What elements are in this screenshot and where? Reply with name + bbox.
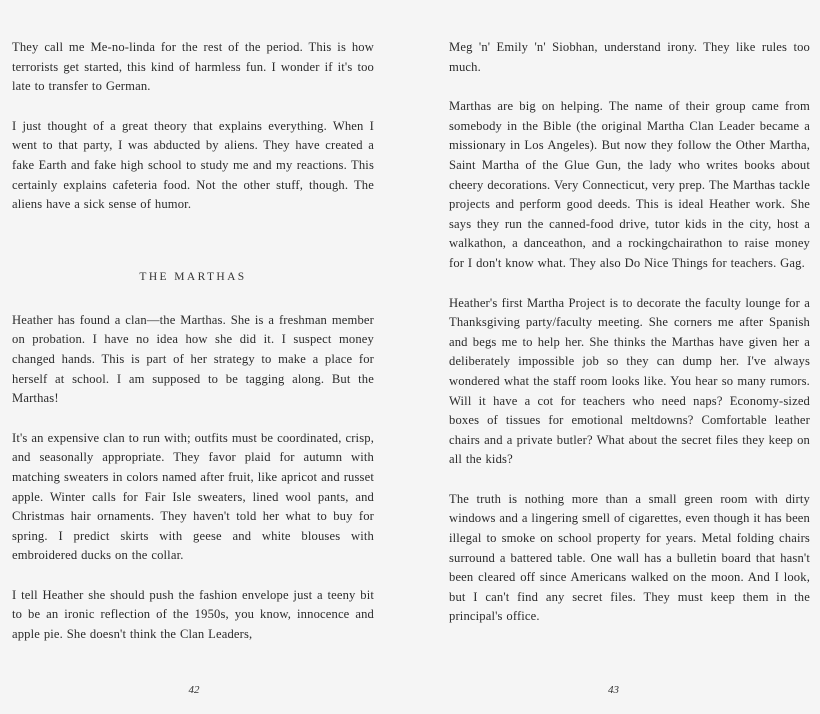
paragraph: The truth is nothing more than a small green room with dirty windows and a lingering smell of cigarettes, even though it has been illegal to smoke on school property for years. Metal folding chairs surround a battered table. One wall has a bulletin board that hasn't been cleared off since Americans walked on the moon. And I look, but I can't find any secret files. They must keep them in the principal's office. (449, 491, 810, 624)
page-number: 43 (608, 684, 619, 696)
paragraph: It's an expensive clan to run with; outfits must be coordinated, crisp, and seasonally appropriate. They favor plaid for autumn with matching sweaters in colors named after fruit, like apricot and russet apple. Winter calls for Fair Isle sweaters, lined wool pants, and Christmas hair ornaments. They haven't told her what to buy for spring. I predict skirts with geese and white blouses with embroidered ducks on the collar. (12, 430, 374, 563)
paragraph: Marthas are big on helping. The name of their group came from somebody in the Bible (the original Martha Clan Leader became a missionary in Los Angeles). But now they follow the Other Martha, Saint Martha of the Glue Gun, the lady who writes books about cheery decorations. Very Connecticut, very prep. The Marthas tackle projects and perform good deeds. This is ideal Heather work. She says they run the canned-food drive, tutor kids in the city, host a walkathon, a danceathon, and a rockingchairathon to raise money for I don't know what. They also Do Nice Things for teachers. Gag. (449, 99, 810, 270)
paragraph: I just thought of a great theory that explains everything. When I went to that party, I was abducted by aliens. They have created a fake Earth and fake high school to study me and my reactions. This certainly explains cafeteria food. Not the other stuff, though. The aliens have a sick sense of humor. (12, 118, 374, 212)
left-page (12, 0, 374, 714)
right-page (449, 0, 810, 714)
section-heading: THE MARTHAS (139, 270, 247, 283)
paragraph: They call me Me-no-linda for the rest of the period. This is how terrorists get started, this kind of harmless fun. I wonder if it's too late to transfer to German. (12, 40, 374, 94)
paragraph: Meg 'n' Emily 'n' Siobhan, understand irony. They like rules too much. (449, 40, 810, 74)
paragraph: Heather's first Martha Project is to decorate the faculty lounge for a Thanksgiving party/faculty meeting. She corners me after Spanish and begs me to help her. She thinks the Marthas have given her a deliberately impossible job so they can dump her. I've always wondered what the staff room looks like. You hear so many rumors. Will it have a cot for teachers who need naps? Economy-sized boxes of tissues for emotional meltdowns? Comfortable leather chairs and a private butler? What about the secret files they keep on all the kids? (449, 295, 810, 467)
paragraph: I tell Heather she should push the fashion envelope just a teeny bit to be an ironic reflection of the 1950s, you know, innocence and apple pie. She doesn't think the Clan Leaders, (12, 587, 374, 642)
right-page-text (449, 38, 810, 647)
page-number: 42 (188, 684, 200, 696)
paragraph: Heather has found a clan—the Marthas. She is a freshman member on probation. I have no idea how she did it. I suspect money changed hands. This is part of her strategy to make a place for herself at school. I am supposed to be tagging along. But the Marthas! (12, 312, 374, 406)
left-page-text (12, 38, 374, 665)
